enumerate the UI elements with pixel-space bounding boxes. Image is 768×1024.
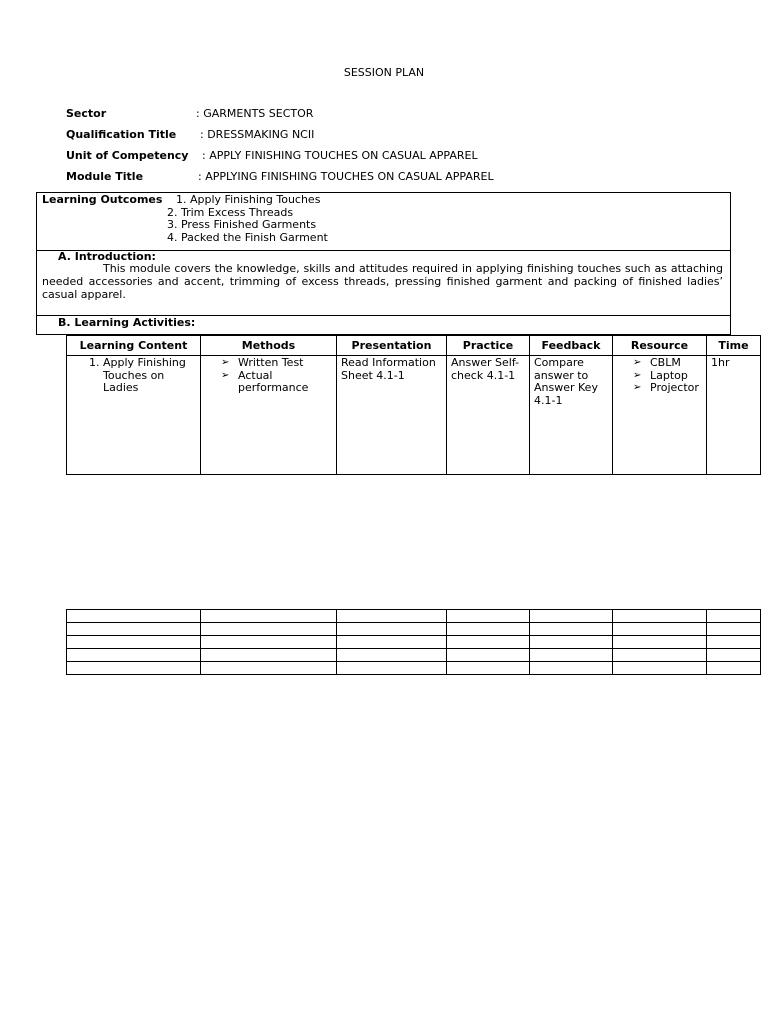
resource-item: ➢ Laptop [633, 370, 702, 383]
column-header: Presentation [337, 336, 447, 356]
learning-outcomes-box [36, 192, 731, 251]
table-header-row [67, 336, 761, 356]
methods-cell [201, 356, 337, 475]
resources-cell [613, 356, 707, 475]
blank-grid-table [66, 609, 761, 675]
method-item: ➢ Written Test [221, 357, 332, 370]
blank-row [67, 623, 761, 636]
sector-label: Sector [66, 107, 107, 120]
sector-value: : GARMENTS SECTOR [196, 107, 314, 120]
learning-content-item: 1. Apply Finishing Touches on Ladies [103, 357, 196, 395]
column-header: Feedback [530, 336, 613, 356]
unit-label: Unit of Competency [66, 149, 189, 162]
outcome-item: 4. Packed the Finish Garment [167, 231, 328, 244]
module-value: : APPLYING FINISHING TOUCHES ON CASUAL APPAREL [198, 170, 494, 183]
qualification-label: Qualification Title [66, 128, 177, 141]
column-header: Learning Content [67, 336, 201, 356]
activities-table [66, 335, 761, 475]
practice-cell: Answer Self-check 4.1-1 [447, 356, 530, 475]
introduction-box [36, 250, 731, 316]
column-header: Time [707, 336, 761, 356]
module-field [66, 170, 494, 183]
sector-field [66, 107, 314, 120]
unit-value: : APPLY FINISHING TOUCHES ON CASUAL APPAREL [202, 149, 478, 162]
page-title: SESSION PLAN [343, 66, 425, 79]
blank-row [67, 636, 761, 649]
qualification-field [66, 128, 315, 141]
column-header: Methods [201, 336, 337, 356]
qualification-value: : DRESSMAKING NCII [200, 128, 315, 141]
blank-row [67, 662, 761, 675]
introduction-heading: A. Introduction: [58, 250, 156, 263]
time-cell: 1hr [707, 356, 761, 475]
blank-row [67, 610, 761, 623]
outcome-item: 1. Apply Finishing Touches [176, 193, 321, 206]
blank-row [67, 649, 761, 662]
module-label: Module Title [66, 170, 144, 183]
learning-content-cell [67, 356, 201, 475]
resource-item: ➢ CBLM [633, 357, 702, 370]
introduction-text: This module covers the knowledge, skills and attitudes required in applying finishing touches such as attaching needed accessories and accent, trimming of excess threads, pressing finished garment and packing of finished ladies’ casual apparel. [42, 262, 723, 301]
presentation-cell: Read Information Sheet 4.1-1 [337, 356, 447, 475]
table-row [67, 356, 761, 475]
method-item: ➢ Actual performance [221, 370, 332, 395]
learning-activities-heading: B. Learning Activities: [58, 316, 196, 329]
outcome-item: 2. Trim Excess Threads [167, 206, 294, 219]
learning-activities-box [36, 315, 731, 335]
learning-outcomes-label: Learning Outcomes [42, 193, 163, 206]
resource-item: ➢ Projector [633, 382, 702, 395]
column-header: Practice [447, 336, 530, 356]
feedback-cell: Compare answer to Answer Key 4.1-1 [530, 356, 613, 475]
outcome-item: 3. Press Finished Garments [167, 218, 317, 231]
unit-field [66, 149, 478, 162]
column-header: Resource [613, 336, 707, 356]
